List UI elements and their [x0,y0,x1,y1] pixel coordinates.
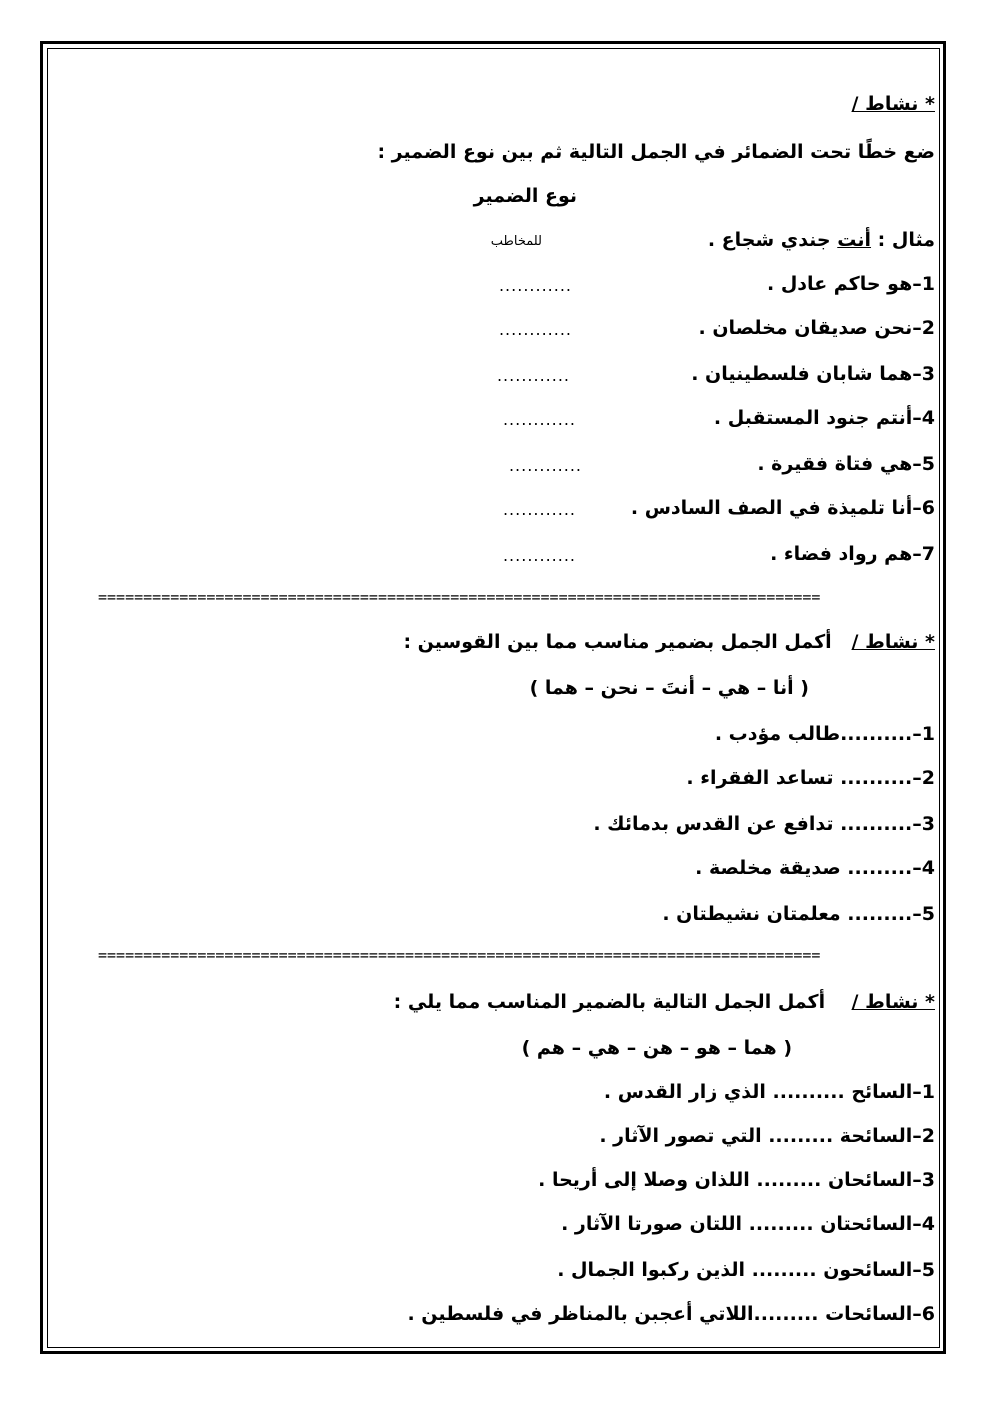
activity2-item-3: 3–.......... تدافع عن القدس بدمائك . [593,813,935,835]
activity3-instruction: أكمل الجمل التالية بالضمير المناسب مما يلي : [393,991,826,1013]
activity3-line [394,990,935,1014]
activity3-item-4: 4–السائحتان ......... اللتان صورتا الآثار . [561,1213,935,1235]
answer-blank-2: ............ [498,320,572,339]
section-separator: ================================================================================ [98,946,821,964]
example-pronoun: أنت [837,229,872,251]
activity1-item-2: 2–نحن صديقان مخلصان . [698,317,935,339]
activity2-instruction: أكمل الجمل بضمير مناسب مما بين القوسين : [403,631,832,653]
activity1-item-6: 6–أنا تلميذة في الصف السادس . [630,497,935,519]
answer-blank-1: ............ [498,276,572,295]
activity2-item-1: 1–..........طالب مؤدب . [714,723,935,745]
answer-blank-7: ............ [502,546,576,565]
activity2-heading: * نشاط / [851,631,935,653]
activity1-item-1: 1–هو حاكم عادل . [766,273,935,295]
activity2-item-4: 4–......... صديقة مخلصة . [695,857,935,879]
example-sentence: جندي شجاع . [707,229,831,251]
activity2-choices: ( أنا – هي – أنتَ – نحن – هما ) [529,677,809,699]
answer-blank-5: ............ [508,456,582,475]
answer-blank-3: ............ [496,366,570,385]
activity2-item-2: 2–.......... تساعد الفقراء . [686,767,935,789]
activity3-item-5: 5–السائحون ......... الذين ركبوا الجمال . [557,1259,935,1281]
activity2-item-5: 5–......... معلمتان نشيطتان . [662,903,935,925]
activity1-item-5: 5–هي فتاة فقيرة . [757,453,935,475]
activity1-item-3: 3–هما شابان فلسطينيان . [691,363,935,385]
activity3-heading: * نشاط / [851,991,935,1013]
example-answer: للمخاطب [490,234,542,249]
activity3-item-3: 3–السائحان ......... اللذان وصلا إلى أريحا . [538,1169,935,1191]
example-label: مثال : [877,229,935,251]
activity1-item-4: 4–أنتم جنود المستقبل . [713,407,935,429]
activity2-line [403,630,935,654]
section-separator: ================================================================================ [98,588,821,606]
example-line [708,228,935,252]
activity3-item-6: 6–السائحات .........اللاتي أعجبن بالمناظر في فلسطين . [407,1303,935,1325]
activity3-item-2: 2–السائحة ......... التي تصور الآثار . [599,1125,935,1147]
activity3-choices: ( هما – هو – هن – هي – هم ) [521,1037,792,1059]
activity1-item-7: 7–هم رواد فضاء . [770,543,935,565]
activity3-item-1: 1–السائح .......... الذي زار القدس . [603,1081,935,1103]
activity1-heading: * نشاط / [851,93,935,115]
answer-blank-6: ............ [502,500,576,519]
answer-blank-4: ............ [502,410,576,429]
activity1-instruction: ضع خطًا تحت الضمائر في الجمل التالية ثم بين نوع الضمير : [377,141,935,163]
pronoun-type-header: نوع الضمير [473,185,577,207]
